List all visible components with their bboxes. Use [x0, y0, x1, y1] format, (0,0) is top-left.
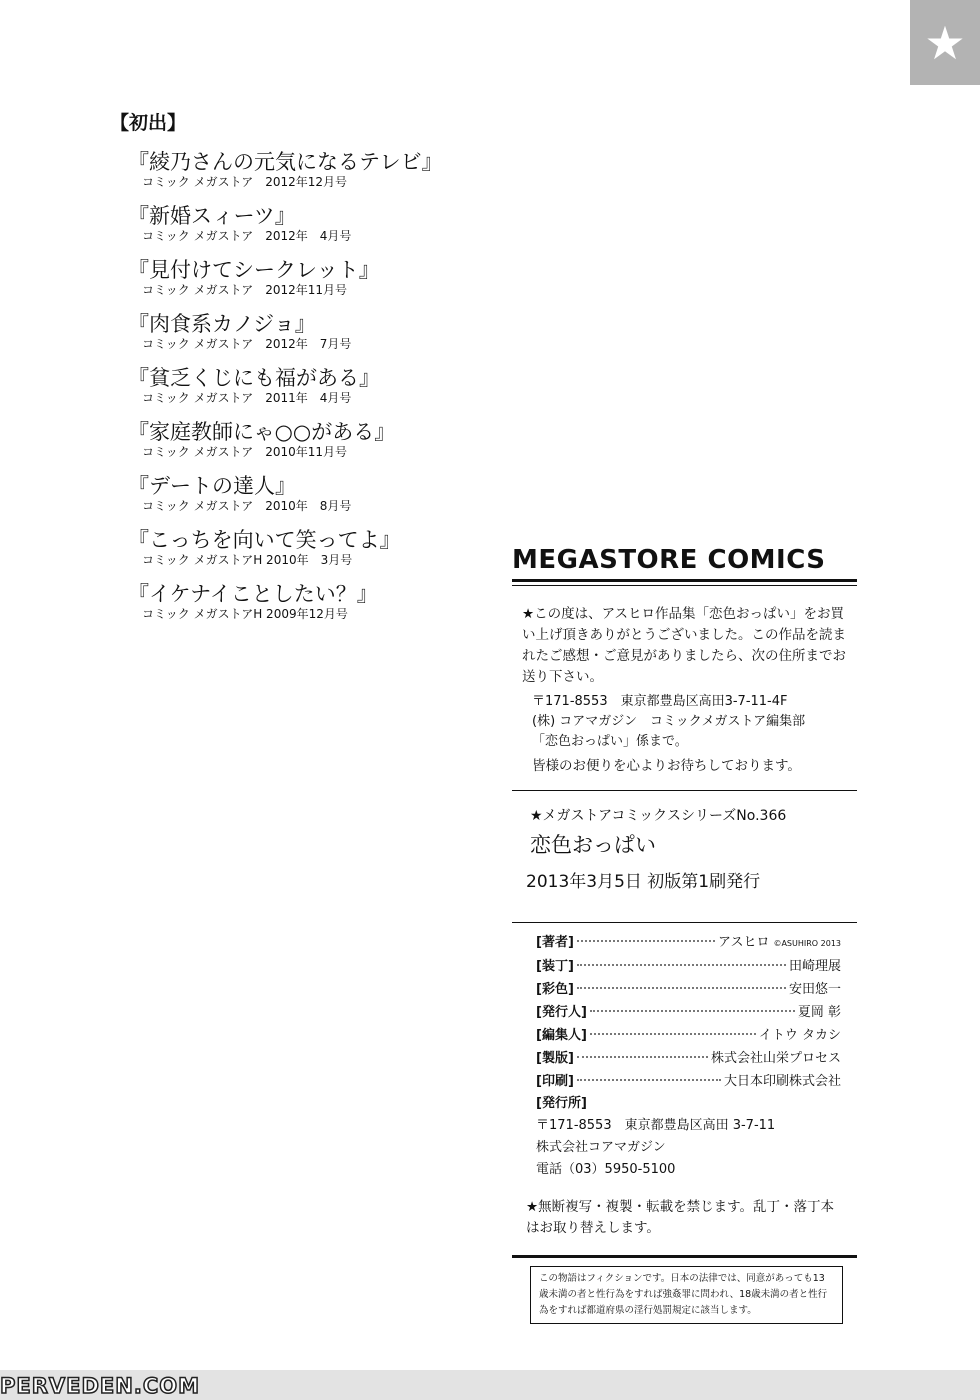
dot-leader [590, 1010, 795, 1012]
story-title: 『綾乃さんの元気になるテレビ』 [128, 150, 443, 174]
first-appearance-entry [128, 203, 490, 243]
story-title: 『イケナイことしたい？』 [128, 582, 378, 606]
first-appearance-entry [128, 419, 490, 459]
publisher-label: [発行所] [536, 1096, 587, 1111]
publisher-block [512, 1093, 857, 1181]
entries-container [110, 149, 490, 621]
credit-value: 安田悠一 [788, 982, 841, 997]
logo-divider [512, 585, 857, 586]
story-source: コミック メガストア 2012年 4月号 [142, 229, 352, 243]
publisher-line: 株式会社コアマガジン [536, 1140, 666, 1155]
fiction-disclaimer: この物語はフィクションです。日本の法律では、同意があっても13歳未満の者と性行為をすれば強姦罪に問われ、18歳未満の者と性行為をすれば都道府県の淫行処罰規定に該当します。 [530, 1266, 843, 1324]
dot-leader [590, 1033, 756, 1035]
credit-label: [製版] [536, 1051, 574, 1066]
section-divider [512, 790, 857, 791]
credit-row [536, 1001, 841, 1024]
story-title: 『見付けてシークレット』 [128, 258, 380, 282]
first-appearance-heading: 【初出】 [110, 112, 187, 134]
first-appearance-entry [128, 581, 490, 621]
credit-row [536, 955, 841, 978]
story-title: 『こっちを向いて笑ってよ』 [128, 528, 401, 552]
star-icon: ★ [924, 15, 966, 70]
first-appearance-entry [128, 473, 490, 513]
dot-leader [577, 964, 786, 966]
story-title: 『家庭教師にゃ○○がある』 [128, 420, 396, 444]
site-watermark: PERVEDEN.COM [0, 1374, 200, 1398]
story-source: コミック メガストア 2012年12月号 [142, 175, 348, 189]
publisher-line: 電話（03）5950-5100 [536, 1162, 676, 1177]
first-appearance-entry [128, 365, 490, 405]
copyright-notice: ★無断複写・複製・転載を禁じます。乱丁・落丁本はお取り替えします。 [526, 1199, 835, 1236]
credit-label: [装丁] [536, 959, 574, 974]
credits-list [512, 931, 857, 1093]
mailing-address [512, 692, 857, 752]
credit-row [536, 1024, 841, 1047]
dot-leader [577, 1056, 708, 1058]
megastore-comics-logo: MEGASTORE COMICS [512, 545, 857, 582]
story-source: コミック メガストア 2012年 7月号 [142, 337, 352, 351]
credit-row [536, 931, 841, 955]
credit-row [536, 1047, 841, 1070]
series-number: ★メガストアコミックスシリーズNo.366 [530, 808, 787, 824]
story-source: コミック メガストア 2011年 4月号 [142, 391, 352, 405]
thank-you-message: ★この度は、アスヒロ作品集「恋色おっぱい」をお買い上げ頂きありがとうございました。この作品を読まれたご感想・ご意見がありましたら、次の住所までお送り下さい。 [522, 606, 846, 685]
section-divider [512, 922, 857, 923]
first-appearance-entry [128, 149, 490, 189]
first-appearance-entry [128, 311, 490, 351]
dot-leader [577, 987, 786, 989]
copyright-mark: ©ASUHIRO 2013 [773, 939, 841, 948]
bottom-divider [512, 1255, 857, 1258]
credit-label: [印刷] [536, 1074, 574, 1089]
address-line: 〒171-8553 東京都豊島区高田3-7-11-4F [532, 694, 788, 709]
first-appearance-list [110, 108, 490, 635]
colophon [512, 545, 857, 1324]
story-source: コミック メガストア 2012年11月号 [142, 283, 348, 297]
story-source: コミック メガストア 2010年 8月号 [142, 499, 352, 513]
dot-leader [577, 940, 715, 942]
story-title: 『貧乏くじにも福がある』 [128, 366, 380, 390]
credit-label: [編集人] [536, 1028, 587, 1043]
credit-value: 株式会社山栄プロセス [710, 1051, 841, 1066]
closing-message: 皆様のお便りを心よりお待ちしております。 [532, 758, 801, 774]
credit-value: 夏岡 彰 [797, 1005, 841, 1020]
first-appearance-entry [128, 527, 490, 567]
credit-row [536, 1070, 841, 1093]
credit-label: [彩色] [536, 982, 574, 997]
publication-date: 2013年3月5日 初版第1刷発行 [526, 872, 761, 892]
story-source: コミック メガストアH 2010年 3月号 [142, 553, 353, 567]
book-title: 恋色おっぱい [530, 833, 656, 857]
address-line: 「恋色おっぱい」係まで。 [532, 734, 688, 749]
dot-leader [577, 1079, 721, 1081]
story-source: コミック メガストアH 2009年12月号 [142, 607, 348, 621]
story-title: 『肉食系カノジョ』 [128, 312, 316, 336]
credit-label: [発行人] [536, 1005, 587, 1020]
corner-star-tab [910, 0, 980, 85]
credit-value: イトウ タカシ [758, 1028, 841, 1043]
publisher-line: 〒171-8553 東京都豊島区高田 3-7-11 [536, 1118, 776, 1133]
address-line: (株) コアマガジン コミックメガストア編集部 [532, 714, 806, 729]
story-title: 『新婚スィーツ』 [128, 204, 296, 228]
credit-value: 田崎理展 [788, 959, 841, 974]
credit-value: アスヒロ [717, 935, 770, 950]
first-appearance-entry [128, 257, 490, 297]
story-source: コミック メガストア 2010年11月号 [142, 445, 348, 459]
credit-value: 大日本印刷株式会社 [723, 1074, 841, 1089]
story-title: 『デートの達人』 [128, 474, 296, 498]
credit-row [536, 978, 841, 1001]
credit-label: [著者] [536, 935, 574, 950]
